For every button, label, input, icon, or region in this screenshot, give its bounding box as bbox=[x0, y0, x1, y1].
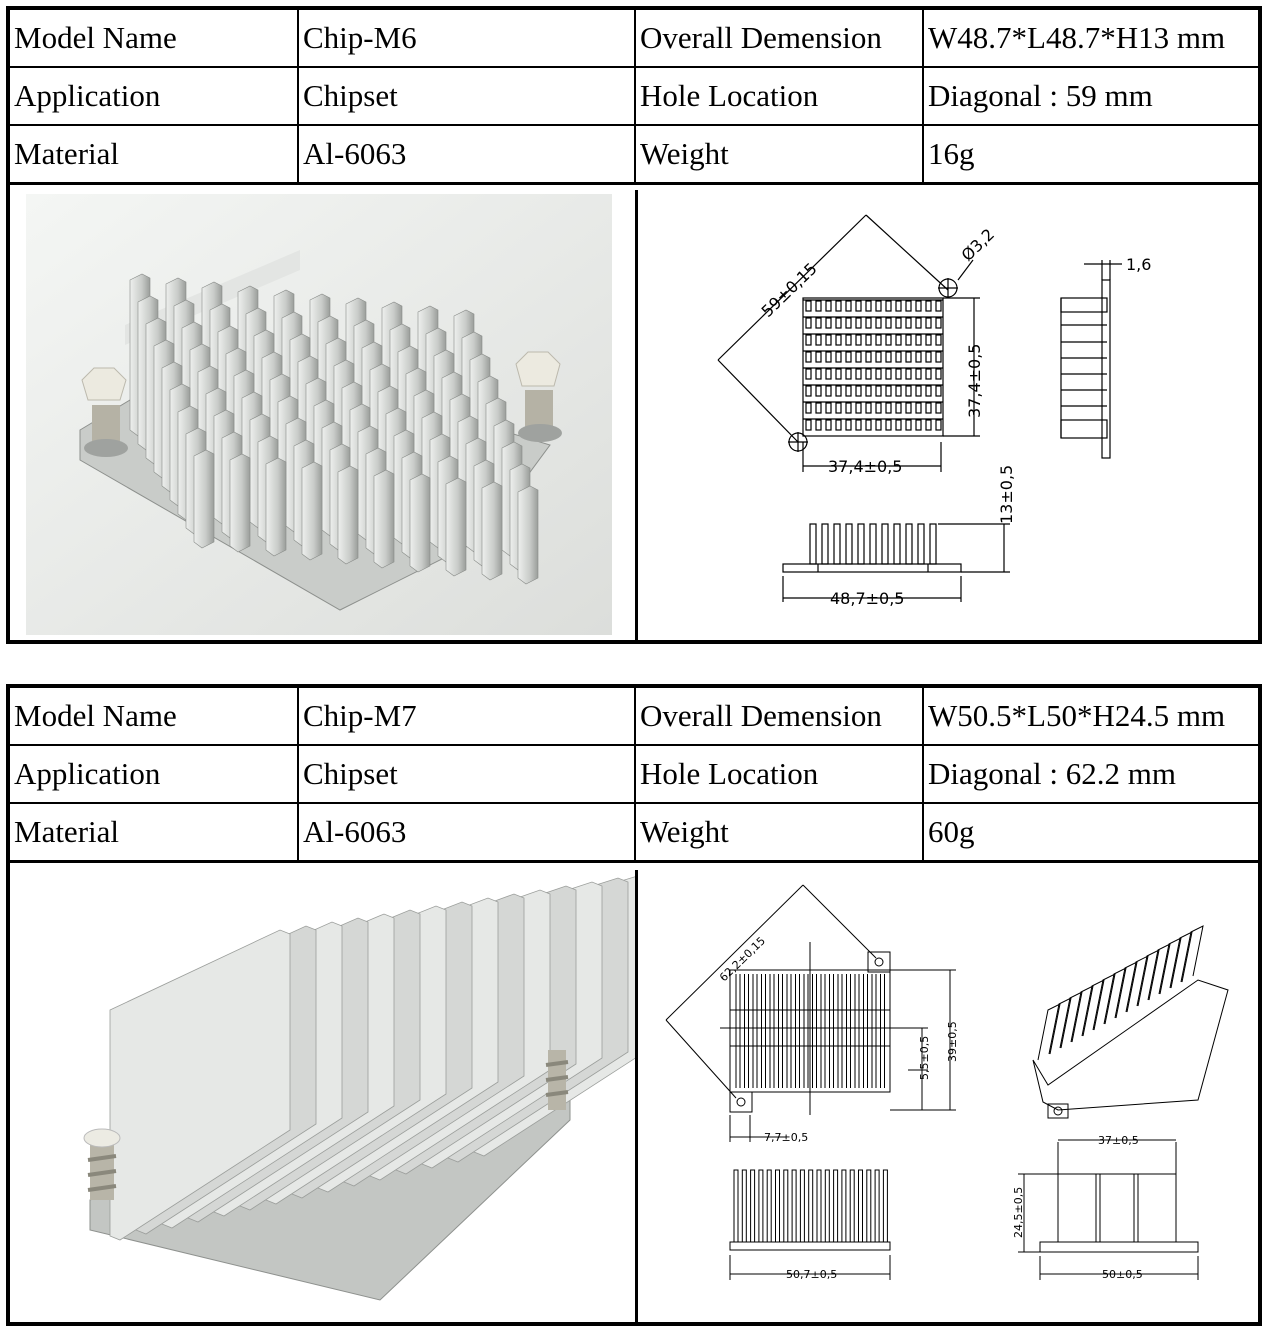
technical-drawing-chip-m7 bbox=[638, 870, 1258, 1322]
product-sheet-chip-m7 bbox=[6, 684, 1262, 1326]
dim-label-total-height: 13±0,5 bbox=[997, 464, 1016, 524]
spec-value-dimension: W48.7*L48.7*H13 mm bbox=[923, 10, 1258, 67]
spec-label-application: Application bbox=[10, 67, 298, 125]
spec-table bbox=[10, 10, 1258, 185]
spec-value-dimension: W50.5*L50*H24.5 mm bbox=[923, 688, 1258, 745]
spec-value-model-name: Chip-M7 bbox=[298, 688, 635, 745]
dim-label-thickness: 1,6 bbox=[1126, 255, 1152, 274]
product-photo-cell bbox=[10, 190, 638, 640]
dim-label-diagonal: 59±0,15 bbox=[757, 259, 821, 321]
dim-label-gap: 5,5±0,5 bbox=[918, 1035, 931, 1080]
dim-label-fin-height: 39±0,5 bbox=[946, 1021, 959, 1062]
spec-label-model-name: Model Name bbox=[10, 688, 298, 745]
spec-label-material: Material bbox=[10, 125, 298, 184]
spec-label-application: Application bbox=[10, 745, 298, 803]
spec-value-hole-location: Diagonal : 62.2 mm bbox=[923, 745, 1258, 803]
spec-row-model bbox=[10, 10, 1258, 67]
dim-label-hole: Ø3,2 bbox=[957, 224, 999, 265]
product-photo-cell bbox=[10, 870, 638, 1322]
technical-drawing-cell bbox=[638, 870, 1258, 1322]
spec-table bbox=[10, 688, 1258, 863]
spec-row-application bbox=[10, 745, 1258, 803]
spec-row-application bbox=[10, 67, 1258, 125]
spec-row-material bbox=[10, 125, 1258, 184]
dim-label-height: 24,5±0,5 bbox=[1012, 1186, 1025, 1238]
spec-value-weight: 16g bbox=[923, 125, 1258, 184]
spec-value-model-name: Chip-M6 bbox=[298, 10, 635, 67]
spec-row-material bbox=[10, 803, 1258, 862]
spec-row-model bbox=[10, 688, 1258, 745]
spec-value-application: Chipset bbox=[298, 67, 635, 125]
spec-label-weight: Weight bbox=[635, 125, 923, 184]
dim-label-fin-width: 37,4±0,5 bbox=[828, 457, 903, 476]
spec-label-hole-location: Hole Location bbox=[635, 745, 923, 803]
spec-label-hole-location: Hole Location bbox=[635, 67, 923, 125]
dim-label-offset: 7,7±0,5 bbox=[764, 1131, 809, 1144]
dim-label-fin-height: 37,4±0,5 bbox=[965, 343, 984, 418]
spec-value-application: Chipset bbox=[298, 745, 635, 803]
spec-value-material: Al-6063 bbox=[298, 803, 635, 862]
spec-label-model-name: Model Name bbox=[10, 10, 298, 67]
heatsink-photo-illustration bbox=[10, 190, 635, 640]
spec-label-weight: Weight bbox=[635, 803, 923, 862]
spec-value-hole-location: Diagonal : 59 mm bbox=[923, 67, 1258, 125]
spec-value-material: Al-6063 bbox=[298, 125, 635, 184]
dim-label-fin-span: 37±0,5 bbox=[1098, 1134, 1139, 1147]
spec-value-weight: 60g bbox=[923, 803, 1258, 862]
dim-label-base-width: 48,7±0,5 bbox=[830, 589, 905, 608]
product-sheet-chip-m6 bbox=[6, 6, 1262, 644]
dim-label-width-front: 50,7±0,5 bbox=[786, 1268, 838, 1281]
spec-label-material: Material bbox=[10, 803, 298, 862]
spec-label-dimension: Overall Demension bbox=[635, 10, 923, 67]
technical-drawing-cell bbox=[638, 190, 1258, 640]
mounting-screw-right bbox=[546, 1050, 568, 1110]
technical-drawing-chip-m6 bbox=[638, 190, 1258, 640]
dim-label-diagonal: 62,2±0,15 bbox=[717, 934, 768, 985]
spec-label-dimension: Overall Demension bbox=[635, 688, 923, 745]
dim-label-base-width: 50±0,5 bbox=[1102, 1268, 1143, 1281]
heatsink-photo-illustration bbox=[10, 870, 635, 1322]
